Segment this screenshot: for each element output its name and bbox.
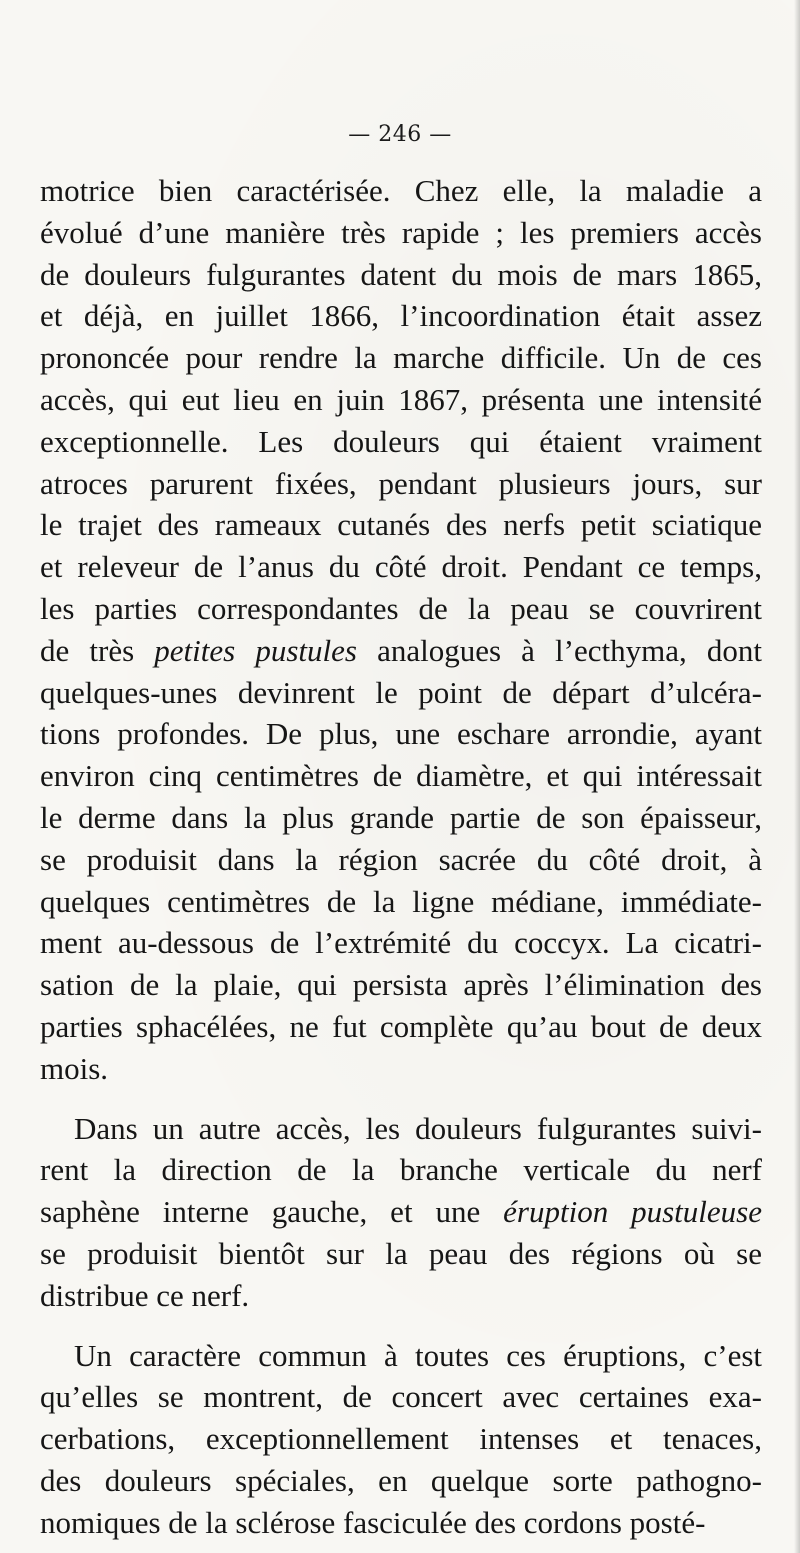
text-line: environ cinq centimètres de diamètre, et qui intéressait [40, 758, 762, 794]
paragraph-gap [40, 1090, 762, 1108]
text-line: et déjà, en juillet 1866, l’incoordination était assez [40, 298, 762, 334]
text-line: Un caractère commun à toutes ces éruptions, c’est [74, 1337, 762, 1373]
text-line: se produisit dans la région sacrée du côté droit, à [40, 841, 762, 877]
text-line: évolué d’une manière très rapide ; les premiers accès [40, 214, 762, 250]
text-line: Dans un autre accès, les douleurs fulgurantes suivi- [74, 1110, 762, 1146]
text-line: ment au-dessous de l’extrémité du coccyx. La cicatri- [40, 925, 762, 961]
text-line: cerbations, exceptionnellement intenses et tenaces, [40, 1421, 762, 1457]
text-line: sation de la plaie, qui persista après l’élimination des [40, 967, 762, 1003]
text-line: de très petites pustules analogues à l’ecthyma, dont [40, 632, 762, 668]
paragraph [40, 170, 762, 1090]
text-line: qu’elles se montrent, de concert avec certaines exa- [40, 1379, 762, 1415]
italic-text: éruption pustuleuse [503, 1194, 762, 1230]
text-line: les parties correspondantes de la peau se couvrirent [40, 590, 762, 626]
text-line: prononcée pour rendre la marche difficile. Un de ces [40, 340, 762, 376]
text-line: rent la direction de la branche verticale du nerf [40, 1152, 762, 1188]
body-text [40, 170, 762, 1544]
text-line: distribue ce nerf. [40, 1277, 250, 1313]
text-line: nomiques de la sclérose fasciculée des cordons posté- [40, 1504, 706, 1540]
text-line: se produisit bientôt sur la peau des régions où se [40, 1235, 762, 1271]
text-line: le derme dans la plus grande partie de son épaisseur, [40, 799, 762, 835]
text-line: exceptionnelle. Les douleurs qui étaient vraiment [40, 423, 762, 459]
text-line: le trajet des rameaux cutanés des nerfs petit sciatique [40, 507, 762, 543]
text-line: et releveur de l’anus du côté droit. Pendant ce temps, [40, 549, 762, 585]
text-line: motrice bien caractérisée. Chez elle, la maladie a [40, 173, 762, 208]
text-line: mois. [40, 1050, 109, 1086]
paragraph-gap [40, 1317, 762, 1335]
text-line: parties sphacélées, ne fut complète qu’au bout de deux [40, 1008, 762, 1044]
text-line: de douleurs fulgurantes datent du mois de mars 1865, [40, 256, 762, 292]
text-line: quelques-unes devinrent le point de départ d’ulcéra- [40, 674, 762, 710]
text-line: des douleurs spéciales, en quelque sorte pathogno- [40, 1462, 762, 1498]
page-edge-shadow [794, 0, 800, 1553]
italic-text: petites pustules [154, 632, 357, 668]
text-line: saphène interne gauche, et une éruption pustuleuse [40, 1194, 762, 1230]
paragraph [40, 1108, 762, 1317]
paragraph [40, 1335, 762, 1544]
text-line: atroces parurent fixées, pendant plusieurs jours, sur [40, 465, 762, 501]
text-line: tions profondes. De plus, une eschare arrondie, ayant [40, 716, 762, 752]
page-number: — 246 — [348, 122, 452, 147]
text-line: accès, qui eut lieu en juin 1867, présenta une intensité [40, 381, 762, 417]
text-line: quelques centimètres de la ligne médiane, immédiate- [40, 883, 762, 919]
